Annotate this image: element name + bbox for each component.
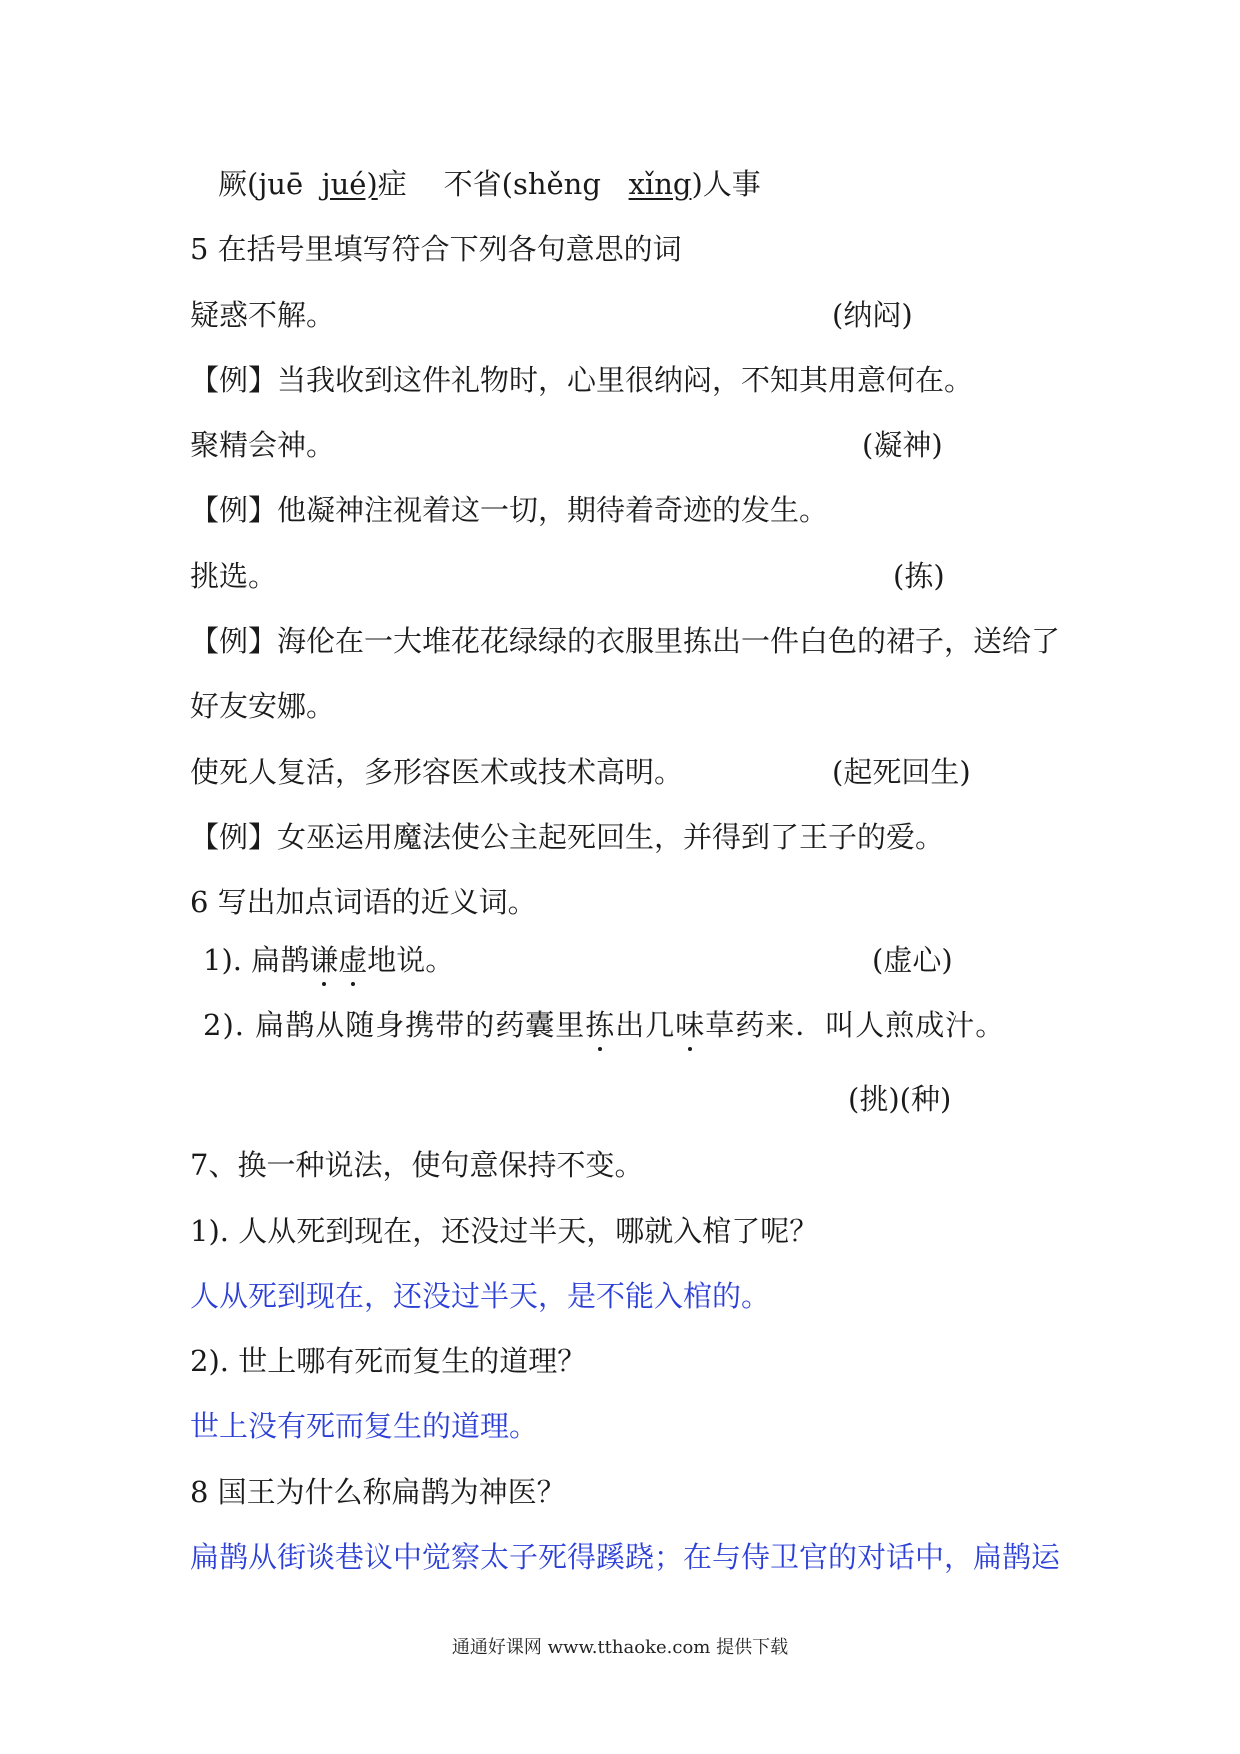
pinyin-word1-pre: 厥(juē xyxy=(218,167,313,201)
q6-sentence2-answer: (挑)(种) xyxy=(848,1082,952,1116)
q5-item4-meaning: 使死人复活，多形容医术或技术高明。 xyxy=(190,755,684,789)
q5-item3-meaning: 挑选。 xyxy=(190,559,278,593)
pinyin-word2-post: )人事 xyxy=(691,167,761,201)
q5-item4-example: 【例】女巫运用魔法使公主起死回生，并得到了王子的爱。 xyxy=(190,820,945,854)
q7-sentence1: 1). 人从死到现在，还没过半天，哪就入棺了呢？ xyxy=(190,1214,819,1248)
q6-s1-post: 地说。 xyxy=(367,943,455,977)
q7-answer1: 人从死到现在，还没过半天，是不能入棺的。 xyxy=(190,1279,771,1313)
q6-s2-dotted-char: 拣 xyxy=(585,1005,615,1045)
q6-sentence2 xyxy=(203,1005,1005,1045)
pinyin-word2-answer: xǐng xyxy=(628,167,692,201)
q6-s1-pre: 1). 扁鹊 xyxy=(203,943,310,977)
q5-item3-answer: (拣) xyxy=(893,559,945,593)
pinyin-word1-answer: jué) xyxy=(321,167,378,201)
q7-sentence2: 2). 世上哪有死而复生的道理？ xyxy=(190,1344,587,1378)
q5-item2-example: 【例】他凝神注视着这一切，期待着奇迹的发生。 xyxy=(190,493,829,527)
pinyin-line xyxy=(218,164,761,204)
q5-item4-answer: (起死回生) xyxy=(832,755,971,789)
pinyin-word1-post: 症 xyxy=(377,167,407,201)
q6-s2-dotted-char: 味 xyxy=(675,1005,705,1045)
q5-item2-answer: (凝神) xyxy=(862,428,943,462)
q5-item1-meaning: 疑惑不解。 xyxy=(190,298,336,332)
q6-s1-dotted-char: 虚 xyxy=(338,940,367,980)
q6-s1-dotted-char: 谦 xyxy=(309,940,338,980)
q6-s2-pre: 2). 扁鹊从随身携带的药囊里 xyxy=(203,1008,586,1042)
q5-title: 5 在括号里填写符合下列各句意思的词 xyxy=(190,232,682,266)
q8-answer: 扁鹊从街谈巷议中觉察太子死得蹊跷；在与侍卫官的对话中，扁鹊运 xyxy=(190,1540,1061,1574)
q5-item3-example-cont: 好友安娜。 xyxy=(190,689,336,723)
q6-sentence1 xyxy=(203,940,454,980)
q8-title: 8 国王为什么称扁鹊为神医？ xyxy=(190,1475,566,1509)
q7-answer2: 世上没有死而复生的道理。 xyxy=(190,1409,539,1443)
q7-title: 7、换一种说法，使句意保持不变。 xyxy=(190,1148,644,1182)
page-footer: 通通好课网 www.tthaoke.com 提供下载 xyxy=(451,1637,789,1658)
q6-s2-post: 草药来．叫人煎成汁。 xyxy=(705,1008,1006,1042)
q5-item2-meaning: 聚精会神。 xyxy=(190,428,336,462)
q5-item1-example: 【例】当我收到这件礼物时，心里很纳闷，不知其用意何在。 xyxy=(190,363,974,397)
q6-s2-mid: 出几 xyxy=(615,1008,676,1042)
q5-item1-answer: (纳闷) xyxy=(832,298,913,332)
q5-item3-example: 【例】海伦在一大堆花花绿绿的衣服里拣出一件白色的裙子，送给了 xyxy=(190,624,1061,658)
q6-title: 6 写出加点词语的近义词。 xyxy=(190,885,537,919)
pinyin-word2-pre: 不省(shěng xyxy=(443,167,611,201)
q6-sentence1-answer: (虚心) xyxy=(872,943,953,977)
